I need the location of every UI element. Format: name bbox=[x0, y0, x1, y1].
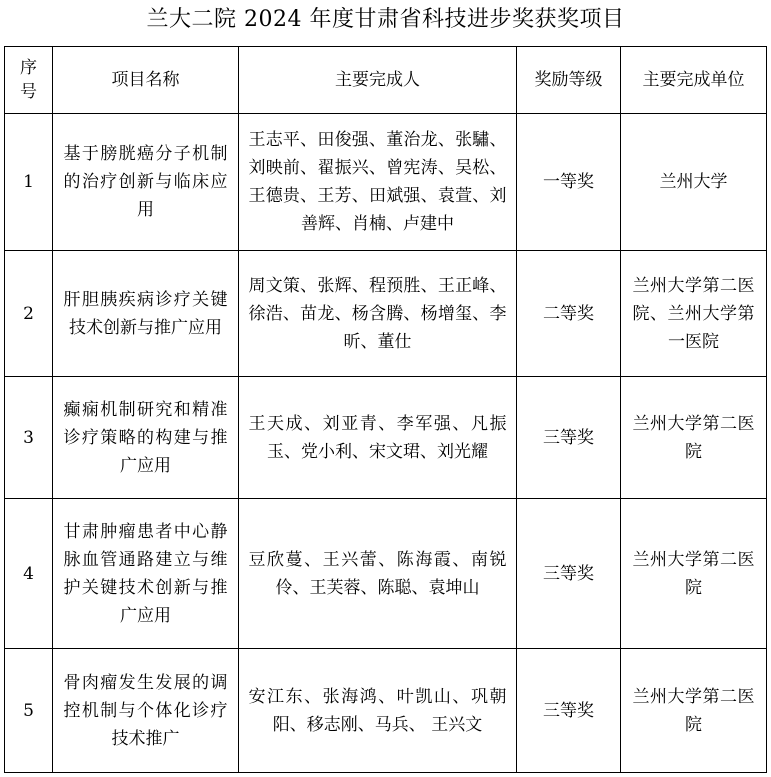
table-row bbox=[5, 377, 767, 499]
table-row bbox=[5, 649, 767, 773]
row-award-level: 三等奖 bbox=[517, 377, 621, 499]
row-no: 5 bbox=[5, 649, 53, 773]
row-main-contributors: 安江东、张海鸿、叶凯山、巩朝阳、移志刚、马兵、 王兴文 bbox=[239, 649, 517, 773]
table-row bbox=[5, 114, 767, 251]
header-award-level: 奖励等级 bbox=[517, 47, 621, 114]
row-award-level: 三等奖 bbox=[517, 499, 621, 649]
row-project-name: 癫痫机制研究和精准诊疗策略的构建与推广应用 bbox=[53, 377, 239, 499]
header-no: 序号 bbox=[5, 47, 53, 114]
row-main-units: 兰州大学第二医院 bbox=[621, 649, 767, 773]
row-main-contributors: 豆欣蔓、王兴蕾、陈海霞、南锐伶、王芙蓉、陈聪、袁坤山 bbox=[239, 499, 517, 649]
row-award-level: 一等奖 bbox=[517, 114, 621, 251]
row-main-units: 兰州大学 bbox=[621, 114, 767, 251]
row-main-units: 兰州大学第二医院 bbox=[621, 377, 767, 499]
row-award-level: 二等奖 bbox=[517, 251, 621, 377]
awards-table bbox=[4, 46, 767, 773]
header-main-contributors: 主要完成人 bbox=[239, 47, 517, 114]
row-project-name: 甘肃肿瘤患者中心静脉血管通路建立与维护关键技术创新与推广应用 bbox=[53, 499, 239, 649]
row-no: 4 bbox=[5, 499, 53, 649]
header-project-name: 项目名称 bbox=[53, 47, 239, 114]
row-main-contributors: 王天成、刘亚青、李军强、凡振玉、党小利、宋文珺、刘光耀 bbox=[239, 377, 517, 499]
row-main-contributors: 周文策、张辉、程预胜、王正峰、徐浩、苗龙、杨含腾、杨增玺、李昕、董仕 bbox=[239, 251, 517, 377]
row-no: 2 bbox=[5, 251, 53, 377]
header-main-units: 主要完成单位 bbox=[621, 47, 767, 114]
row-main-units: 兰州大学第二医院 bbox=[621, 499, 767, 649]
row-project-name: 基于膀胱癌分子机制的治疗创新与临床应用 bbox=[53, 114, 239, 251]
row-no: 3 bbox=[5, 377, 53, 499]
row-main-contributors: 王志平、田俊强、董治龙、张驌、刘映前、翟振兴、曾宪涛、吴松、王德贵、王芳、田斌强、袁萱、刘善辉、肖楠、卢建中 bbox=[239, 114, 517, 251]
row-project-name: 骨肉瘤发生发展的调控机制与个体化诊疗技术推广 bbox=[53, 649, 239, 773]
table-header-row bbox=[5, 47, 767, 114]
row-award-level: 三等奖 bbox=[517, 649, 621, 773]
table-row bbox=[5, 251, 767, 377]
row-main-units: 兰州大学第二医院、兰州大学第一医院 bbox=[621, 251, 767, 377]
document-title: 兰大二院 2024 年度甘肃省科技进步奖获奖项目 bbox=[146, 7, 625, 32]
row-no: 1 bbox=[5, 114, 53, 251]
row-project-name: 肝胆胰疾病诊疗关键技术创新与推广应用 bbox=[53, 251, 239, 377]
table-row bbox=[5, 499, 767, 649]
